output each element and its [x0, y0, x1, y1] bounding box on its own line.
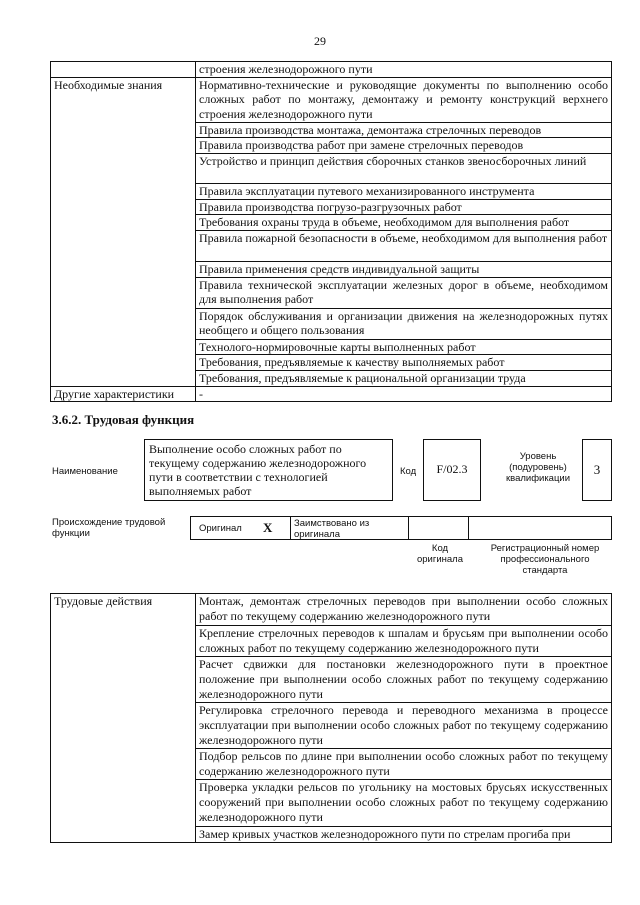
row-text: Требования, предъявляемые к рациональной организации труда	[196, 371, 612, 387]
row-label: Трудовые действия	[51, 594, 196, 843]
row-text: Регулировка стрелочного перевода и переводного механизма в процессе эксплуатации при выполнении особо сложных работ по текущему содержанию железнодорожного пути	[196, 703, 612, 749]
row-text: Правила технической эксплуатации железных дорог в объеме, необходимом для выполнения работ	[196, 277, 612, 308]
row-label	[51, 62, 196, 78]
origin-label: Происхождение трудовой функции	[52, 517, 166, 539]
function-name-box	[144, 439, 393, 501]
row-text: Правила производства монтажа, демонтажа стрелочных переводов	[196, 122, 612, 138]
origin-cell-borrowed	[291, 517, 409, 539]
origin-row	[190, 516, 612, 540]
row-text: Нормативно-технические и руководящие документы по выполнению особо сложных работ по монтажу, демонтажу и ремонту конструкций верхнего строения железнодорожного пути	[196, 77, 612, 122]
code-value: F/02.3	[436, 462, 468, 476]
row-text: Правила производства работ при замене стрелочных переводов	[196, 138, 612, 154]
code-original-label: Код оригинала	[416, 543, 463, 565]
row-text: Подбор рельсов по длине при выполнении особо сложных работ по текущему содержанию железнодорожного пути	[196, 749, 612, 780]
code-box	[423, 439, 481, 501]
name-label: Наименование	[52, 466, 118, 477]
function-name: Выполнение особо сложных работ по текущему содержанию железнодорожного пути в соответствии с технологией выполняемых работ	[149, 442, 367, 498]
row-text: Правила применения средств индивидуальной защиты	[196, 262, 612, 278]
row-text: Устройство и принцип действия сборочных станков звеносборочных линий	[196, 154, 612, 184]
origin-cell-code	[409, 517, 469, 539]
origin-cell-original	[191, 517, 291, 539]
row-text: Порядок обслуживания и организации движения на железнодорожных путях необщего и общего пользования	[196, 308, 612, 339]
row-label: Другие характеристики	[51, 386, 196, 402]
table-row	[51, 594, 612, 626]
row-text: Монтаж, демонтаж стрелочных переводов при выполнении особо сложных работ по текущему содержанию железнодорожного пути	[196, 594, 612, 626]
reg-number-label: Регистрационный номер профессионального стандарта	[490, 543, 600, 576]
row-text: Правила эксплуатации путевого механизированного инструмента	[196, 184, 612, 200]
borrowed-label: Заимствовано из оригинала	[294, 518, 370, 540]
row-text: Правила пожарной безопасности в объеме, необходимом для выполнения работ	[196, 231, 612, 262]
row-text: Требования охраны труда в объеме, необходимом для выполнения работ	[196, 215, 612, 231]
row-text: строения железнодорожного пути	[196, 62, 612, 78]
knowledge-table	[50, 61, 612, 402]
row-text: -	[196, 386, 612, 402]
code-label: Код	[400, 466, 417, 477]
row-text: Технолого-нормировочные карты выполненных работ	[196, 339, 612, 355]
table-row	[51, 77, 612, 122]
level-value: 3	[593, 462, 601, 477]
origin-cell-reg	[469, 517, 611, 539]
row-label: Необходимые знания	[51, 77, 196, 386]
row-text: Замер кривых участков железнодорожного пути по стрелам прогиба при	[196, 827, 612, 843]
row-text: Требования, предъявляемые к качеству выполняемых работ	[196, 355, 612, 371]
section-title: 3.6.2. Трудовая функция	[52, 412, 195, 427]
row-text: Правила производства погрузо-разгрузочных работ	[196, 199, 612, 215]
table-row	[51, 386, 612, 402]
original-mark: X	[263, 520, 273, 535]
row-text: Проверка укладки рельсов по угольнику на мостовых брусьях искусственных сооружений при выполнении особо сложных работ по текущему содержанию железнодорожного пути	[196, 780, 612, 827]
level-box	[582, 439, 612, 501]
original-label: Оригинал	[199, 523, 242, 534]
page-number: 29	[314, 34, 326, 48]
row-text: Расчет сдвижки для постановки железнодорожного пути в проектное положение при выполнении особо сложных работ по текущему содержанию железнодорожного пути	[196, 657, 612, 703]
row-text: Крепление стрелочных переводов к шпалам и брусьям при выполнении особо сложных работ по текущему содержанию железнодорожного пути	[196, 626, 612, 657]
level-label: Уровень (подуровень) квалификации	[505, 451, 571, 484]
actions-table	[50, 593, 612, 843]
table-row	[51, 62, 612, 78]
